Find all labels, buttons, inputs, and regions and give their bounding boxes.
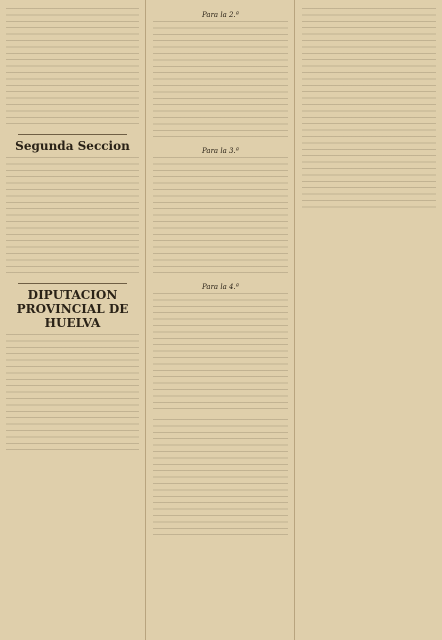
column-1 xyxy=(0,0,146,640)
body-text xyxy=(153,157,288,277)
section xyxy=(153,419,288,539)
section xyxy=(153,283,288,413)
section-heading: Para la 2.ª xyxy=(202,11,239,19)
section xyxy=(153,147,288,277)
section-heading: Para la 3.ª xyxy=(202,147,239,155)
section xyxy=(6,134,139,277)
section-heading: Segunda Seccion xyxy=(15,139,130,153)
body-text xyxy=(153,21,288,141)
section xyxy=(6,8,139,128)
body-text xyxy=(302,8,436,208)
body-text xyxy=(153,419,288,539)
section-heading: Para la 4.ª xyxy=(202,283,239,291)
body-text xyxy=(6,334,139,454)
body-text xyxy=(6,157,139,277)
body-text xyxy=(6,8,139,128)
column-2 xyxy=(147,0,295,640)
section xyxy=(153,11,288,141)
divider xyxy=(18,134,127,135)
column-3 xyxy=(296,0,442,640)
section xyxy=(6,283,139,454)
section xyxy=(302,8,436,208)
section-heading: DIPUTACION PROVINCIAL DE HUELVA xyxy=(16,288,129,330)
body-text xyxy=(153,293,288,413)
divider xyxy=(18,283,127,284)
